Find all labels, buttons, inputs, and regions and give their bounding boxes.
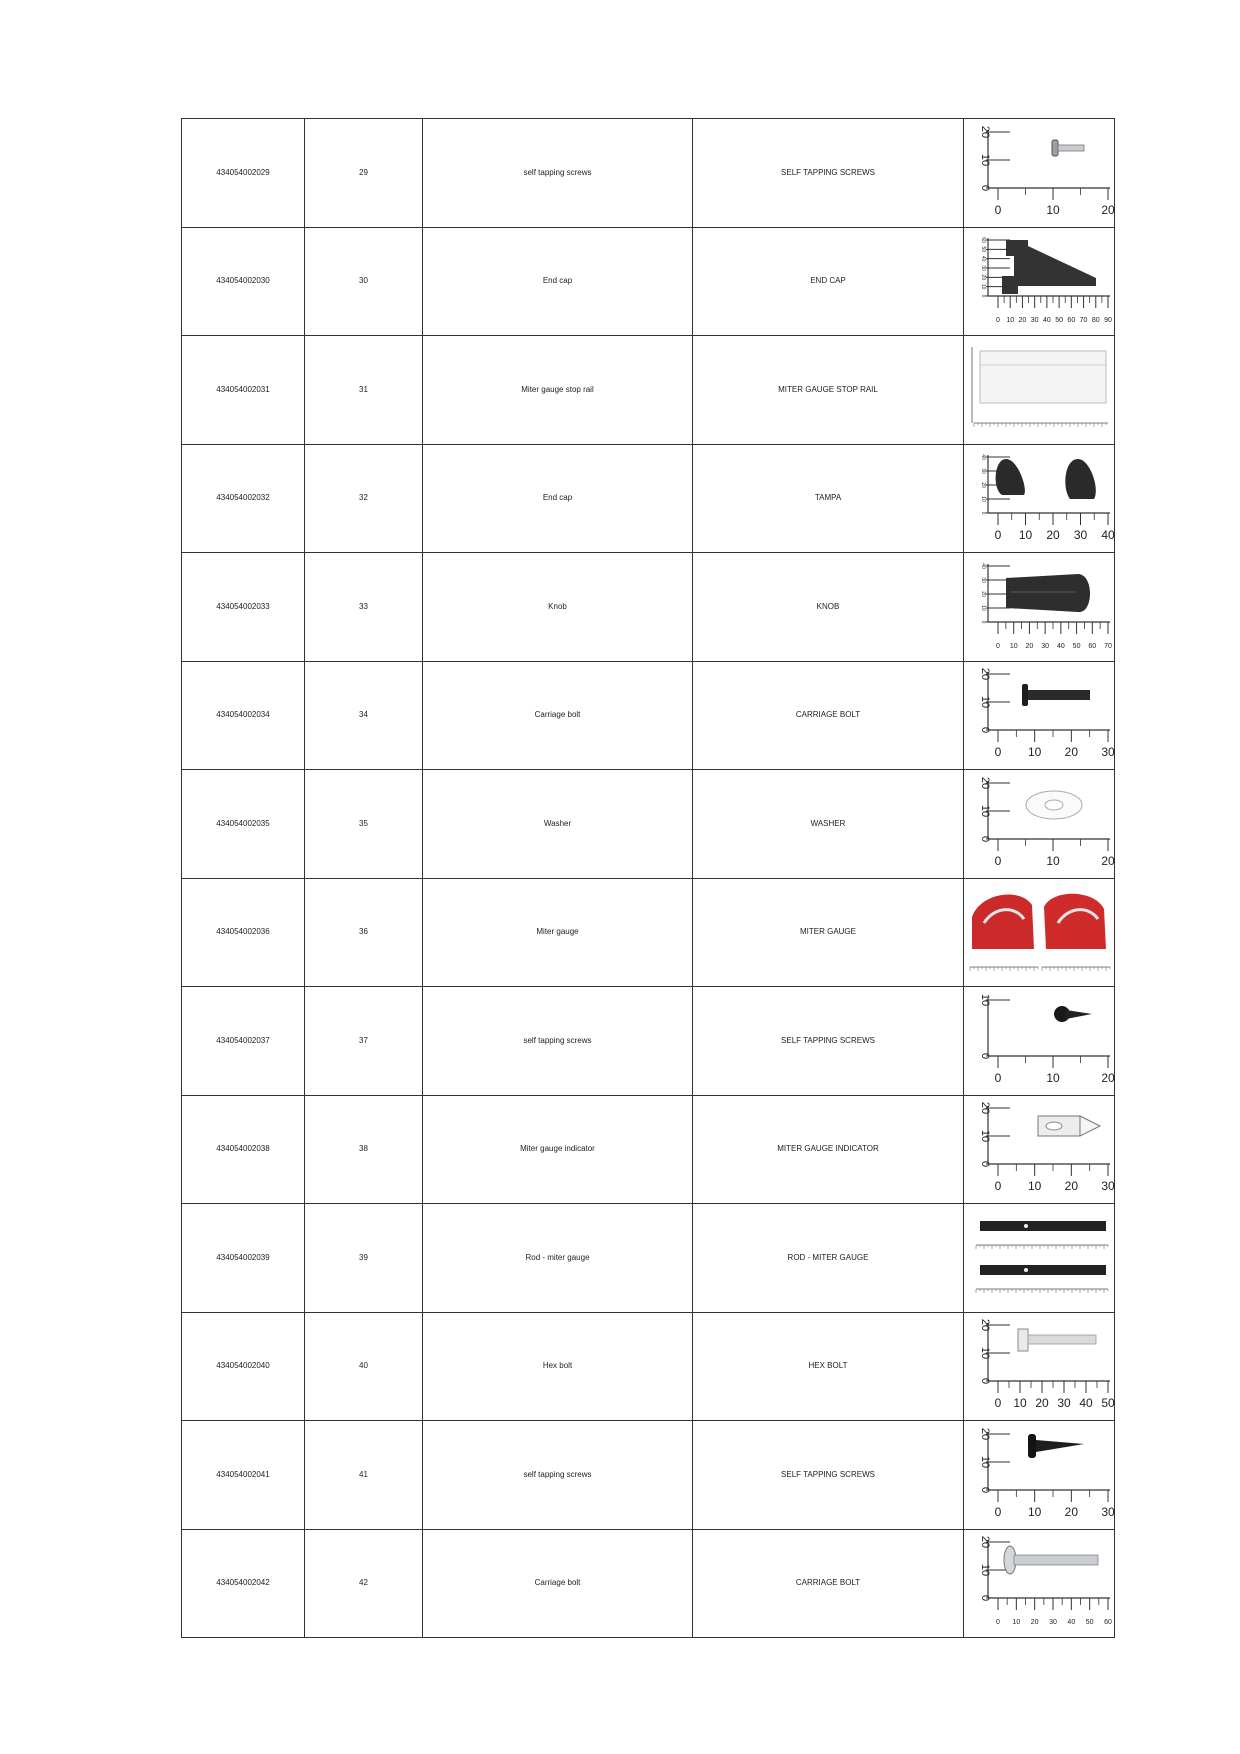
ruler-label: 10	[1027, 1179, 1042, 1194]
ruler-label: 10	[1012, 1619, 1021, 1627]
ruler-label: 10	[1027, 1504, 1042, 1519]
part-drawing	[1028, 1434, 1084, 1458]
ruler-label: 10	[1046, 853, 1060, 868]
part-description-upper: TAMPA	[693, 444, 964, 553]
knob-icon	[966, 558, 1112, 656]
ruler-label: 0	[979, 184, 991, 191]
ruler-label: 0	[996, 642, 1000, 650]
part-drawing	[1004, 1546, 1098, 1574]
part-code: 434054002037	[182, 987, 305, 1096]
ruler-label: 50	[1101, 1396, 1115, 1411]
ruler-label: 20	[1030, 1619, 1039, 1627]
ruler-label: 20	[1064, 1504, 1079, 1519]
ruler-label: 90	[1104, 317, 1112, 325]
hex-bolt-icon	[966, 1317, 1115, 1415]
part-description-upper: SELF TAPPING SCREWS	[693, 119, 964, 228]
item-number: 33	[305, 553, 423, 662]
ruler-label: 10	[980, 496, 986, 503]
ruler-label: 20	[980, 274, 986, 281]
part-code: 434054002029	[182, 119, 305, 228]
part-description: self tapping screws	[423, 987, 693, 1096]
part-drawing	[1002, 240, 1096, 294]
ruler-label: 10	[1027, 745, 1042, 760]
part-code: 434054002030	[182, 227, 305, 336]
miter-gauge-icon	[966, 883, 1112, 981]
part-drawing	[972, 347, 1106, 423]
ruler-label: 30	[980, 576, 986, 583]
ruler-label: 60	[980, 237, 986, 244]
ruler-label: 30	[980, 468, 986, 475]
ruler-label: 60	[1067, 317, 1076, 325]
ruler-label: 10	[979, 696, 991, 709]
stop-rail-icon	[966, 341, 1112, 439]
part-description: End cap	[423, 444, 693, 553]
part-image-cell	[964, 661, 1115, 770]
part-drawing	[1022, 684, 1090, 706]
part-code: 434054002033	[182, 553, 305, 662]
ruler-label: 60	[1088, 642, 1097, 650]
carriage-bolt-icon	[966, 666, 1115, 764]
ruler-label: 20	[979, 776, 991, 789]
ruler-label: 20	[979, 668, 991, 681]
ruler-label: 0	[994, 202, 1002, 217]
ruler-label: 10	[979, 1347, 991, 1360]
part-description: Rod - miter gauge	[423, 1204, 693, 1313]
part-image-cell	[964, 227, 1115, 336]
ruler-label: 10	[1046, 202, 1060, 217]
table-row	[182, 1312, 1115, 1421]
ruler-label: 30	[1073, 528, 1088, 543]
ruler-label: 70	[1079, 317, 1088, 325]
ruler-label: 0	[994, 745, 1002, 760]
part-drawing	[1006, 574, 1090, 612]
part-drawing	[1026, 791, 1082, 819]
ruler-label: 50	[1085, 1619, 1094, 1627]
miter-indicator-icon	[966, 1100, 1115, 1198]
carriage-bolt-icon	[966, 1534, 1112, 1632]
ruler-label: 40	[980, 454, 986, 461]
part-drawing	[972, 894, 1106, 949]
item-number: 31	[305, 336, 423, 445]
ruler-label: 30	[1041, 642, 1050, 650]
part-image	[966, 1100, 1115, 1198]
part-description: self tapping screws	[423, 1421, 693, 1530]
part-image	[966, 883, 1112, 981]
part-code: 434054002031	[182, 336, 305, 445]
ruler-label: 20	[1101, 1070, 1115, 1085]
part-image-cell	[964, 553, 1115, 662]
table-row	[182, 119, 1115, 228]
ruler-label: 20	[979, 1427, 991, 1440]
part-image	[966, 341, 1112, 439]
part-description-upper: SELF TAPPING SCREWS	[693, 987, 964, 1096]
ruler-label: 40	[1067, 1619, 1076, 1627]
ruler-label: 50	[980, 246, 986, 253]
ruler-label: 40	[980, 256, 986, 262]
part-image	[966, 666, 1115, 764]
part-image	[966, 124, 1115, 222]
self-tapping-screw-icon	[966, 1426, 1115, 1524]
part-image-cell	[964, 336, 1115, 445]
ruler-label: 10	[1013, 1396, 1027, 1411]
part-image	[966, 232, 1112, 330]
ruler-label: 40	[1079, 1396, 1093, 1411]
item-number: 42	[305, 1529, 423, 1638]
part-description-upper: ROD - MITER GAUGE	[693, 1204, 964, 1313]
ruler-scale	[979, 126, 1115, 217]
part-image-cell	[964, 987, 1115, 1096]
part-description-upper: WASHER	[693, 770, 964, 879]
ruler-label: 60	[1104, 1619, 1112, 1627]
part-image-cell	[964, 1095, 1115, 1204]
part-image	[966, 558, 1112, 656]
table-row	[182, 336, 1115, 445]
part-image-cell	[964, 1529, 1115, 1638]
ruler-label: 10	[980, 284, 986, 290]
part-description-upper: MITER GAUGE	[693, 878, 964, 987]
self-tapping-screw-icon	[966, 124, 1115, 222]
ruler-label: 20	[979, 1319, 991, 1332]
table-row	[182, 227, 1115, 336]
table-row	[182, 444, 1115, 553]
end-cap-icon	[966, 232, 1112, 330]
part-image-cell	[964, 1421, 1115, 1530]
part-image	[966, 1209, 1112, 1307]
item-number: 35	[305, 770, 423, 879]
part-code: 434054002042	[182, 1529, 305, 1638]
ruler-label: 0	[979, 1052, 991, 1059]
table-row	[182, 878, 1115, 987]
ruler-label: 20	[979, 1536, 991, 1549]
table-row	[182, 1421, 1115, 1530]
ruler-label: 40	[1056, 642, 1065, 650]
part-drawing	[996, 459, 1096, 499]
item-number: 38	[305, 1095, 423, 1204]
part-code: 434054002038	[182, 1095, 305, 1204]
part-description: End cap	[423, 227, 693, 336]
part-code: 434054002035	[182, 770, 305, 879]
table-row	[182, 661, 1115, 770]
item-number: 36	[305, 878, 423, 987]
ruler-label: 30	[1101, 745, 1115, 760]
ruler-label: 10	[1018, 528, 1033, 543]
part-code: 434054002041	[182, 1421, 305, 1530]
part-image-cell	[964, 444, 1115, 553]
ruler-label: 10	[1046, 1070, 1060, 1085]
part-description: Hex bolt	[423, 1312, 693, 1421]
part-code: 434054002039	[182, 1204, 305, 1313]
ruler-label: 20	[980, 590, 986, 597]
ruler-label: 20	[979, 1102, 991, 1115]
ruler-label: 20	[1064, 1179, 1079, 1194]
self-tapping-screw-icon	[966, 992, 1115, 1090]
ruler-label: 30	[980, 265, 986, 272]
item-number: 34	[305, 661, 423, 770]
ruler-label: 0	[980, 511, 986, 515]
part-description: Knob	[423, 553, 693, 662]
parts-table	[181, 118, 1115, 1638]
ruler-label: 10	[979, 1130, 991, 1143]
part-code: 434054002036	[182, 878, 305, 987]
ruler-scale	[979, 1536, 1112, 1626]
ruler-scale	[979, 994, 1115, 1085]
ruler-label: 20	[1018, 317, 1027, 325]
ruler-label: 30	[1030, 317, 1039, 325]
ruler-label: 0	[994, 528, 1002, 543]
item-number: 37	[305, 987, 423, 1096]
part-description-upper: MITER GAUGE STOP RAIL	[693, 336, 964, 445]
part-description-upper: HEX BOLT	[693, 1312, 964, 1421]
ruler-label: 80	[1091, 317, 1100, 325]
part-drawing	[1052, 140, 1084, 156]
ruler-label: 20	[1025, 642, 1034, 650]
ruler-label: 10	[979, 1455, 991, 1468]
part-description: self tapping screws	[423, 119, 693, 228]
part-description: Carriage bolt	[423, 661, 693, 770]
ruler-label: 70	[1104, 642, 1112, 650]
ruler-label: 0	[980, 620, 986, 624]
part-drawing	[980, 1221, 1106, 1275]
ruler-label: 40	[1042, 317, 1051, 325]
ruler-label: 20	[1035, 1396, 1049, 1411]
ruler-label: 10	[979, 804, 991, 817]
ruler-label: 50	[1072, 642, 1081, 650]
part-description: Washer	[423, 770, 693, 879]
ruler-label: 0	[979, 1161, 991, 1168]
ruler-label: 0	[979, 1486, 991, 1493]
part-description-upper: KNOB	[693, 553, 964, 662]
table-row	[182, 1529, 1115, 1638]
ruler-label: 10	[1006, 317, 1015, 325]
ruler-label: 30	[1101, 1504, 1115, 1519]
part-drawing	[1054, 1006, 1092, 1022]
ruler-label: 0	[996, 317, 1000, 325]
ruler-label: 30	[1101, 1179, 1115, 1194]
part-description: Carriage bolt	[423, 1529, 693, 1638]
table-row	[182, 1204, 1115, 1313]
part-code: 434054002034	[182, 661, 305, 770]
part-description: Miter gauge indicator	[423, 1095, 693, 1204]
part-description-upper: END CAP	[693, 227, 964, 336]
table-row	[182, 987, 1115, 1096]
part-image-cell	[964, 119, 1115, 228]
part-image-cell	[964, 770, 1115, 879]
item-number: 39	[305, 1204, 423, 1313]
part-image	[966, 1426, 1115, 1524]
ruler-label: 20	[1064, 745, 1079, 760]
ruler-label: 10	[979, 993, 991, 1006]
parts-table-body	[182, 119, 1115, 1638]
ruler-label: 10	[979, 1564, 991, 1577]
ruler-label: 0	[979, 727, 991, 734]
table-row	[182, 1095, 1115, 1204]
part-image	[966, 775, 1115, 873]
ruler-label: 20	[980, 482, 986, 489]
part-image-cell	[964, 1204, 1115, 1313]
part-description-upper: MITER GAUGE INDICATOR	[693, 1095, 964, 1204]
part-image	[966, 449, 1115, 547]
ruler-label: 30	[1049, 1619, 1057, 1627]
ruler-label: 0	[994, 1179, 1002, 1194]
ruler-label: 10	[1009, 642, 1018, 650]
ruler-label: 20	[1101, 853, 1115, 868]
ruler-label: 0	[979, 835, 991, 842]
ruler-label: 20	[1046, 528, 1060, 543]
ruler-label: 0	[994, 853, 1002, 868]
ruler-label: 40	[1101, 528, 1115, 543]
part-code: 434054002040	[182, 1312, 305, 1421]
part-description: Miter gauge	[423, 878, 693, 987]
ruler-label: 0	[996, 1619, 1000, 1627]
ruler-label: 0	[980, 294, 986, 298]
part-image	[966, 992, 1115, 1090]
ruler-label: 0	[979, 1378, 991, 1385]
part-drawing	[1038, 1116, 1100, 1136]
item-number: 30	[305, 227, 423, 336]
part-image-cell	[964, 1312, 1115, 1421]
item-number: 41	[305, 1421, 423, 1530]
ruler-label: 0	[994, 1396, 1002, 1411]
ruler-label: 0	[994, 1504, 1002, 1519]
ruler-label: 10	[980, 604, 986, 611]
ruler-label: 0	[994, 1070, 1002, 1085]
ruler-label: 50	[1055, 317, 1064, 325]
ruler-label: 10	[979, 153, 991, 166]
table-row	[182, 770, 1115, 879]
item-number: 32	[305, 444, 423, 553]
part-description-upper: CARRIAGE BOLT	[693, 1529, 964, 1638]
rod-icon	[966, 1209, 1112, 1307]
ruler-label: 20	[1101, 202, 1115, 217]
ruler-label: 20	[979, 125, 991, 138]
part-drawing	[1018, 1329, 1096, 1351]
part-description: Miter gauge stop rail	[423, 336, 693, 445]
table-row	[182, 553, 1115, 662]
part-image-cell	[964, 878, 1115, 987]
ruler-scale	[979, 1319, 1115, 1410]
end-cap-icon	[966, 449, 1115, 547]
part-image	[966, 1534, 1112, 1632]
part-description-upper: CARRIAGE BOLT	[693, 661, 964, 770]
washer-icon	[966, 775, 1115, 873]
ruler-scale	[979, 668, 1115, 759]
part-image	[966, 1317, 1115, 1415]
ruler-label: 0	[979, 1595, 991, 1602]
item-number: 40	[305, 1312, 423, 1421]
item-number: 29	[305, 119, 423, 228]
ruler-label: 40	[980, 562, 986, 569]
part-description-upper: SELF TAPPING SCREWS	[693, 1421, 964, 1530]
ruler-scale	[979, 777, 1115, 868]
ruler-label: 30	[1057, 1396, 1071, 1411]
part-code: 434054002032	[182, 444, 305, 553]
